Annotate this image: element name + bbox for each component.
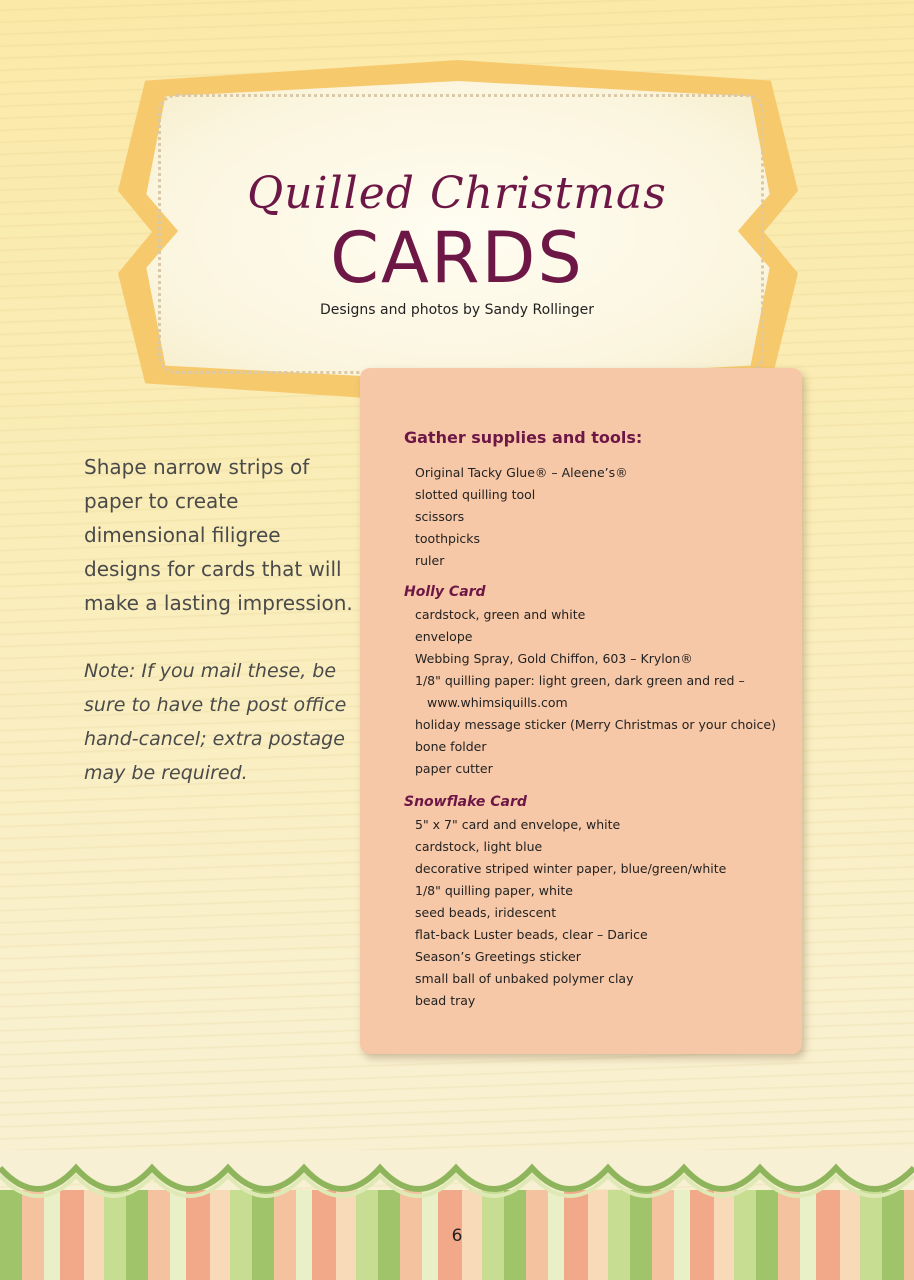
- credit-line: Designs and photos by Sandy Rollinger: [319, 302, 595, 318]
- holly-card-heading: Holly Card: [404, 584, 486, 600]
- list-item: toothpicks: [415, 531, 481, 546]
- general-supplies-list: [415, 462, 628, 572]
- page-title: CARDS: [330, 217, 584, 299]
- list-item: [415, 692, 776, 714]
- list-item: bead tray: [415, 993, 476, 1008]
- list-item: small ball of unbaked polymer clay: [415, 971, 634, 986]
- list-item: seed beads, iridescent: [415, 905, 557, 920]
- list-item: scissors: [415, 509, 465, 524]
- list-item: Webbing Spray, Gold Chiffon, 603 – Krylon®: [415, 651, 693, 666]
- list-item: 1/8" quilling paper: light green, dark green and red –: [415, 673, 745, 688]
- list-item: paper cutter: [415, 761, 493, 776]
- list-item: cardstock, light blue: [415, 839, 543, 854]
- list-item: decorative striped winter paper, blue/green/white: [415, 861, 727, 876]
- snowflake-card-heading: Snowflake Card: [404, 794, 527, 810]
- list-item: flat-back Luster beads, clear – Darice: [415, 927, 648, 942]
- list-item-continuation: www.whimsiquills.com: [427, 695, 568, 710]
- list-item: Original Tacky Glue® – Aleene’s®: [415, 465, 628, 480]
- list-item: holiday message sticker (Merry Christmas or your choice): [415, 717, 776, 732]
- intro-text: Shape narrow strips of paper to create dimensional filigree designs for cards that will make a lasting impression.: [84, 455, 353, 615]
- list-item: 1/8" quilling paper, white: [415, 883, 573, 898]
- snowflake-supplies-list: [415, 814, 726, 1012]
- list-item: ruler: [415, 553, 445, 568]
- list-item: bone folder: [415, 739, 487, 754]
- list-item: 5" x 7" card and envelope, white: [415, 817, 621, 832]
- page-number: 6: [451, 1226, 463, 1246]
- note-text: Note: If you mail these, be sure to have the post office hand-cancel; extra postage may be required.: [84, 660, 347, 784]
- holly-supplies-list: [415, 604, 776, 780]
- scalloped-edge: [0, 1150, 914, 1210]
- list-item: slotted quilling tool: [415, 487, 536, 502]
- list-item: cardstock, green and white: [415, 607, 586, 622]
- title-script: Quilled Christmas: [247, 168, 667, 219]
- supplies-heading: Gather supplies and tools:: [404, 428, 643, 447]
- list-item: envelope: [415, 629, 473, 644]
- list-item: Season’s Greetings sticker: [415, 949, 581, 964]
